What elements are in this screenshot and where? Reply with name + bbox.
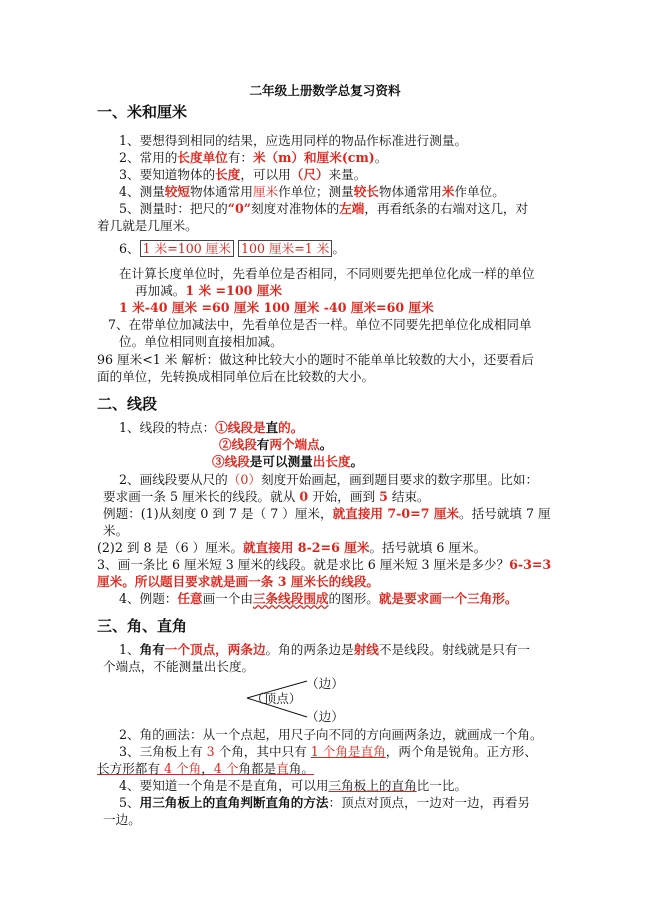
s2-line7: 3、画一条比 6 厘米短 3 厘米的线段。就是求比 6 厘米短 3 厘米是多少？6-3=3 [97, 557, 552, 572]
section-heading-segments: 二、线段 [97, 395, 158, 413]
s2-line4-cont: 要求画一条 5 厘米长的线段。就从 0 开始，画到 5 结束。 [103, 489, 430, 504]
s2-line4: 2、画线段要从尺的（0）刻度开始画起，画到题目要求的数字那里。比如： [119, 472, 539, 487]
s3-line5: 5、用三角板上的直角判断直角的方法：顶点对顶点，一边对一边，再看另 [119, 795, 531, 810]
angle-top-edge-label: （边） [306, 676, 344, 691]
s2-line7-cont: 厘米。所以题目要求就是画一条 3 厘米长的线段。 [97, 574, 380, 589]
s3-line1: 1、角有一个顶点，两条边。角的两条边是射线不是线段。射线就是只有一 [119, 642, 531, 657]
s1-line3: 3、要知道物体的长度，可以用（尺）来量。 [119, 167, 367, 182]
s1-line8: 7、在带单位加减法中，先看单位是否一样。单位不同要先把单位化成相同单 [108, 317, 532, 332]
s3-line2: 2、角的画法：从一个点起，用尺子向不同的方向画两条边，就画成一个角。 [119, 727, 543, 742]
s2-line5: 例题：(1)从刻度 0 到 7 是（ 7 ）厘米，就直接用 7-0=7 厘米。括号就填 7 厘 [103, 506, 551, 521]
s1-line7-example: 1 米-40 厘米 =60 厘米 100 厘米 -40 厘米=60 厘米 [119, 300, 434, 315]
s2-line8: 4、例题：任意画一个由三条线段围成的图形。就是要求画一个三角形。 [119, 591, 518, 606]
document-title: 二年级上册数学总复习资料 [249, 83, 401, 98]
s1-line8-cont: 位。单位相同则直接相加减。 [119, 334, 283, 349]
s2-line1: 1、线段的特点：①线段是直的。 [119, 420, 304, 435]
s1-line5-cont: 着几就是几厘米。 [97, 218, 198, 233]
s1-line7-cont: 再加减。1 米 =100 厘米 [135, 283, 282, 298]
section-heading-angles: 三、角、直角 [97, 617, 188, 635]
s1-line4: 4、测量较短物体通常用厘米作单位；测量较长物体通常用米作单位。 [119, 184, 505, 199]
s2-line5-cont: 米。 [103, 523, 129, 538]
angle-bottom-edge-label: （边） [306, 709, 344, 724]
s2-line2: ②线段有两个端点。 [219, 437, 333, 452]
s3-line3-cont: 长方形都有 4 个角，4 个角都是直角。 [97, 761, 314, 776]
s1-line9: 96 厘米<1 米 解析：做这种比较大小的题时不能单单比较数的大小，还要看后 [97, 352, 535, 367]
s2-line3: ③线段是可以测量出长度。 [212, 454, 364, 469]
s1-line6: 6、 1 米=100 厘米 100 厘米=1 米 。 [119, 241, 345, 256]
s1-line7: 在计算长度单位时，先看单位是否相同，不同则要先把单位化成一样的单位 [119, 266, 535, 281]
s3-line1-cont: 个端点，不能测量出长度。 [103, 659, 255, 674]
s3-line3: 3、三角板上有 3 个角，其中只有 1 个角是直角，两个角是锐角。正方形、 [119, 744, 537, 759]
boxed-100cm-1m: 100 厘米=1 米 [238, 240, 332, 257]
s3-line4: 4、要知道一个角是不是直角，可以用三角板上的直角比一比。 [119, 778, 468, 793]
s2-line6: (2)2 到 8 是（6 ）厘米。就直接用 8-2=6 厘米。括号就填 6 厘米。 [97, 540, 487, 555]
s1-line1: 1、要想得到相同的结果，应选用同样的物品作标准进行测量。 [119, 133, 468, 148]
s1-line9-cont: 面的单位，先转换成相同单位后在比较数的大小。 [97, 369, 375, 384]
s1-line5: 5、测量时：把尺的“0”刻度对准物体的左端，再看纸条的右端对这几，对 [119, 201, 529, 216]
boxed-1m-100cm: 1 米=100 厘米 [140, 240, 234, 257]
section-heading-meters: 一、米和厘米 [97, 103, 188, 121]
angle-vertex-label: （顶点） [251, 691, 302, 706]
s1-line2: 2、常用的长度单位有：米（m）和厘米(cm)。 [119, 150, 388, 165]
s3-line5-cont: 一边。 [103, 812, 141, 827]
